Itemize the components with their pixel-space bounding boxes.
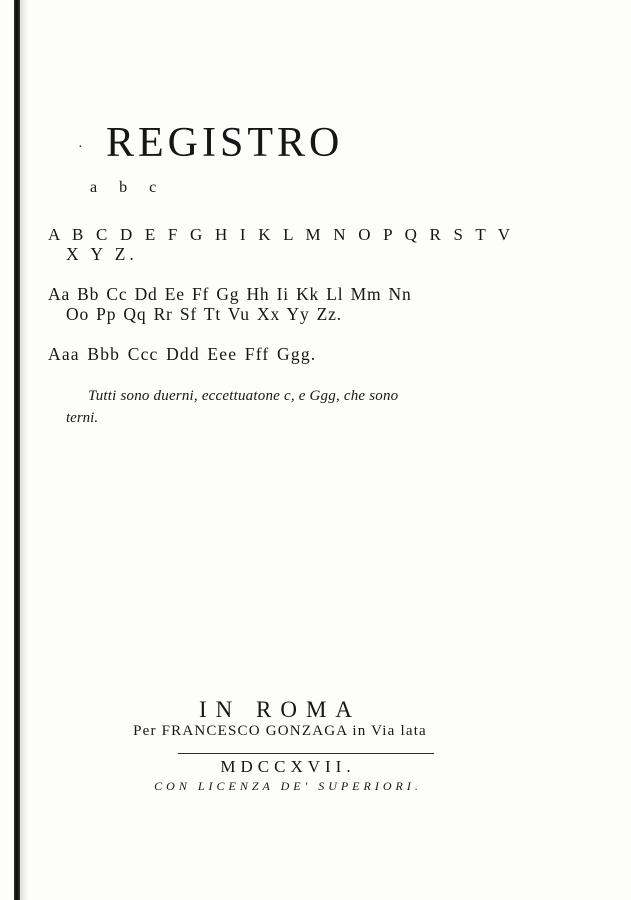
triple-signatures-line: Aaa Bbb Ccc Ddd Eee Fff Ggg. — [48, 344, 317, 364]
collation-note-line-1: Tutti sono duerni, eccettuatone c, e Ggg, che sono — [88, 388, 399, 404]
uppercase-signatures-line-2: X Y Z. — [66, 244, 138, 264]
imprint-divider — [178, 753, 434, 754]
double-signatures-line-2: Oo Pp Qq Rr Sf Tt Vu Xx Yy Zz. — [66, 304, 342, 324]
lowercase-signatures: a b c — [90, 179, 166, 196]
uppercase-signatures-line-1: A B C D E F G H I K L M N O P Q R S T V — [48, 225, 515, 244]
imprint-publisher: Per FRANCESCO GONZAGA in Via lata — [133, 723, 427, 739]
imprint-city: IN ROMA — [198, 697, 362, 722]
double-signatures-line-1: Aa Bb Cc Dd Ee Ff Gg Hh Ii Kk Ll Mm Nn — [48, 284, 412, 304]
collation-note-line-2: terni. — [66, 410, 99, 426]
imprint-year: MDCCXVII. — [220, 757, 356, 776]
page-title: REGISTRO — [106, 120, 344, 166]
imprint-license: CON LICENZA DE' SUPERIORI. — [154, 779, 422, 793]
ornament-dot: · — [78, 140, 83, 155]
